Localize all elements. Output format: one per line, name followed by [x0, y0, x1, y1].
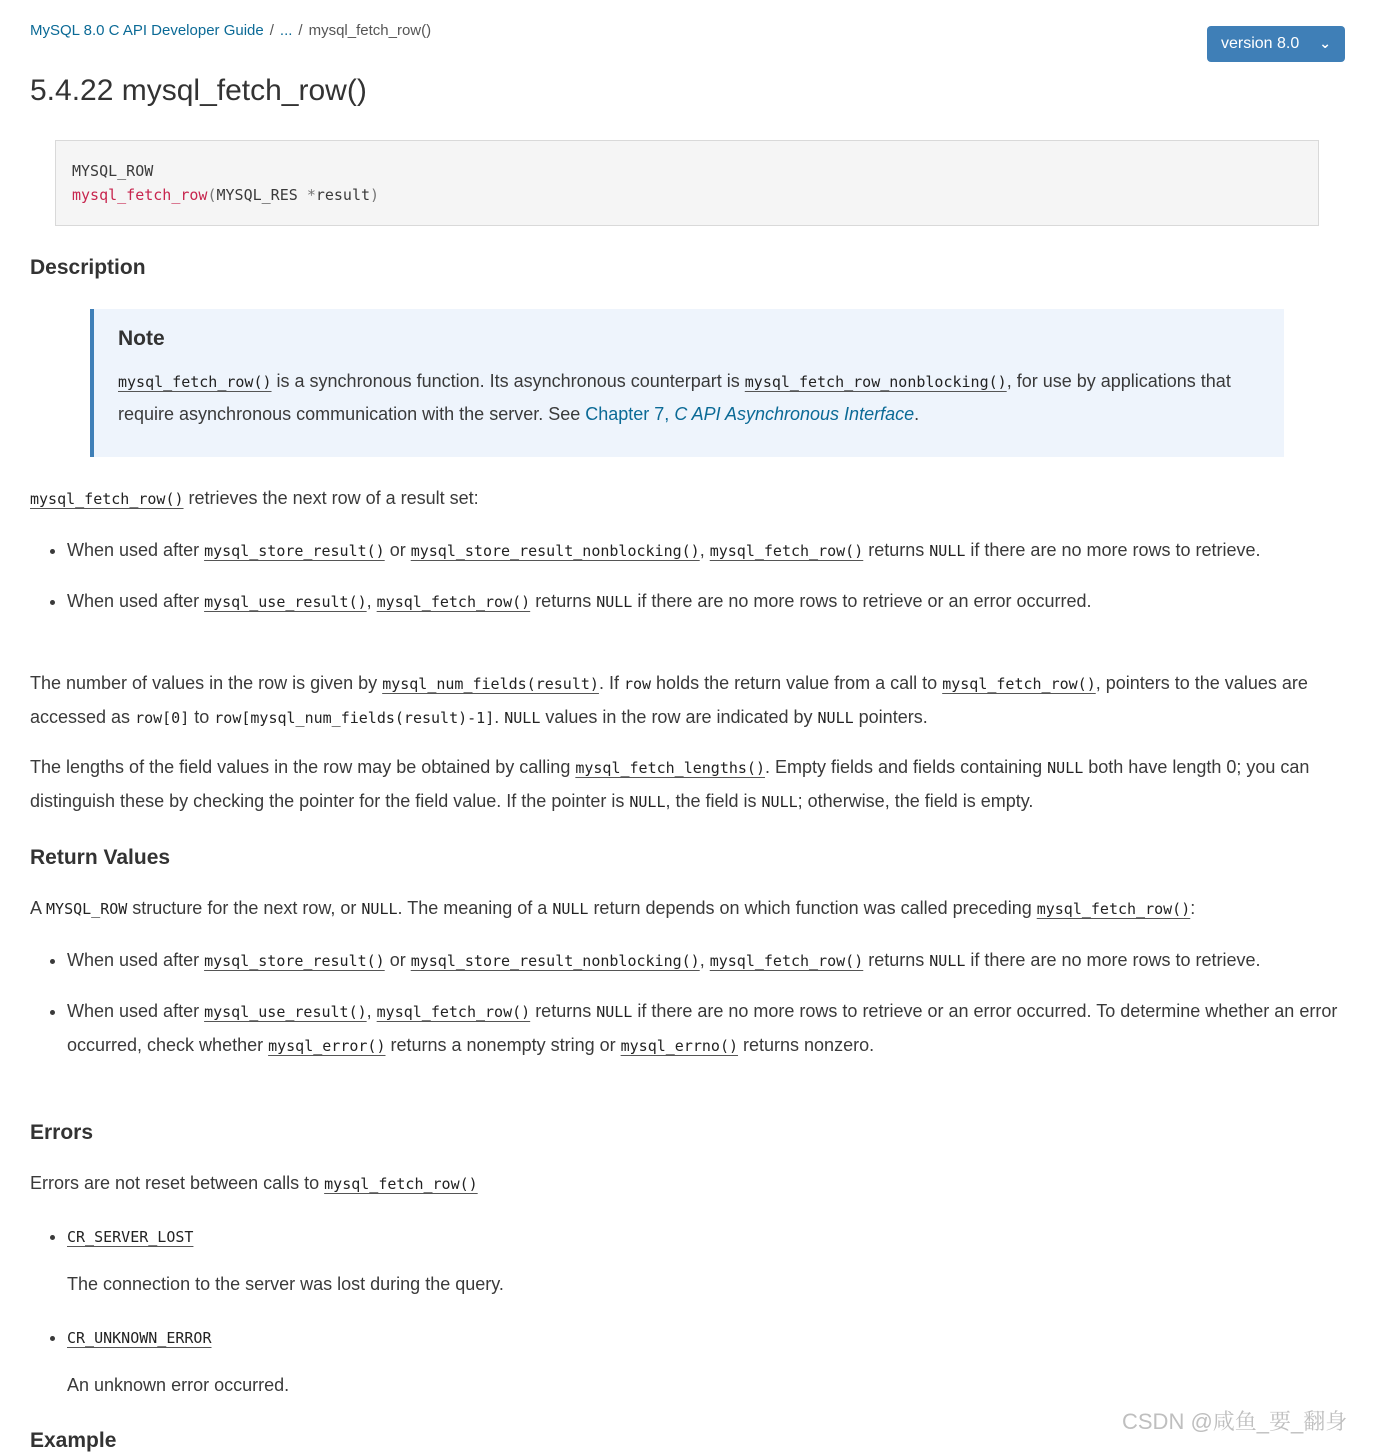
code-link[interactable]: mysql_num_fields(result)	[382, 675, 599, 693]
field-lengths-paragraph: The lengths of the field values in the row may be obtained by calling mysql_fetch_lengths(). Empty fields and fields containing NULL both have length 0; you can distinguish these by checking the pointer for the field value. If the pointer is NULL, the field is NULL; otherwise, the field is empty.	[30, 757, 1310, 811]
note-text: mysql_fetch_row() is a synchronous function. Its asynchronous counterpart is mysql_fetch_row_nonblocking(), for use by applications that require asynchronous communication with the server. See Chapter 7, C API Asynchronous Interface.	[118, 371, 1231, 424]
return-values-heading: Return Values	[30, 846, 171, 869]
breadcrumb-separator: /	[298, 22, 303, 39]
chevron-down-icon: ⌄	[1319, 35, 1331, 51]
list-item: • When used after mysql_use_result(), mysql_fetch_row() returns NULL if there are no more rows to retrieve or an error occurred. To determine whether an error occurred, check whether mysql_error() returns a nonempty string or mysql_errno() returns nonzero.	[67, 995, 1357, 1063]
error-code-link[interactable]: CR_SERVER_LOST	[67, 1228, 194, 1246]
code-link[interactable]: mysql_fetch_row_nonblocking()	[744, 373, 1007, 391]
return-values-bullet-list	[30, 944, 1357, 1063]
list-item	[67, 1321, 1357, 1355]
code-link[interactable]: mysql_error()	[268, 1037, 386, 1055]
code-link[interactable]: mysql_fetch_row()	[709, 542, 864, 560]
description-bullet-list	[30, 534, 1357, 619]
breadcrumb	[30, 22, 431, 39]
breadcrumb-ellipsis-link[interactable]: ...	[279, 22, 293, 39]
synopsis-param-type: MYSQL_RES	[216, 186, 307, 204]
code-link[interactable]: mysql_fetch_row()	[1036, 900, 1191, 918]
errors-paragraph: Errors are not reset between calls to mysql_fetch_row()	[30, 1173, 478, 1193]
synopsis-param-name: result	[315, 186, 371, 204]
breadcrumb-guide-link[interactable]: MySQL 8.0 C API Developer Guide	[30, 22, 264, 39]
synopsis-pointer: *	[306, 186, 316, 204]
description-paragraph: mysql_fetch_row() retrieves the next row of a result set:	[30, 488, 479, 508]
list-item: • When used after mysql_use_result(), mysql_fetch_row() returns NULL if there are no more rows to retrieve or an error occurred.	[67, 585, 1357, 619]
code-link[interactable]: mysql_store_result_nonblocking()	[410, 542, 700, 560]
return-values-paragraph: A MYSQL_ROW structure for the next row, or NULL. The meaning of a NULL return depends on which function was called preceding mysql_fetch_row():	[30, 898, 1196, 918]
synopsis-paren: (	[207, 186, 217, 204]
code-link[interactable]: mysql_use_result()	[204, 593, 367, 611]
code-link[interactable]: mysql_fetch_row()	[324, 1175, 478, 1193]
errors-heading: Errors	[30, 1121, 94, 1144]
synopsis-function-name: mysql_fetch_row	[72, 186, 208, 204]
version-select-button[interactable]	[1207, 26, 1345, 62]
description-heading: Description	[30, 256, 146, 279]
code-link[interactable]: mysql_fetch_row()	[942, 675, 1096, 693]
synopsis-code-block	[55, 140, 1319, 226]
code-link[interactable]: mysql_store_result()	[204, 952, 385, 970]
error-description: The connection to the server was lost during the query.	[67, 1274, 504, 1294]
errors-list	[30, 1321, 1357, 1355]
code-link[interactable]: mysql_fetch_row()	[118, 373, 272, 391]
version-label: version 8.0	[1221, 35, 1300, 52]
breadcrumb-current: mysql_fetch_row()	[308, 22, 432, 39]
list-item: • When used after mysql_store_result() or mysql_store_result_nonblocking(), mysql_fetch_row() returns NULL if there are no more rows to retrieve.	[67, 534, 1357, 568]
synopsis-signature	[72, 183, 1302, 207]
code-link[interactable]: mysql_fetch_row()	[376, 1003, 531, 1021]
chapter-link[interactable]: Chapter 7, C API Asynchronous Interface	[585, 404, 915, 424]
list-item	[67, 1220, 1357, 1254]
errors-list	[30, 1220, 1357, 1254]
code-link[interactable]: mysql_store_result_nonblocking()	[410, 952, 700, 970]
error-description: An unknown error occurred.	[67, 1375, 290, 1395]
list-item: • When used after mysql_store_result() or mysql_store_result_nonblocking(), mysql_fetch_row() returns NULL if there are no more rows to retrieve.	[67, 944, 1357, 978]
watermark: CSDN @咸鱼_要_翻身	[1122, 1409, 1348, 1434]
code-link[interactable]: mysql_fetch_row()	[709, 952, 864, 970]
note-box	[90, 309, 1284, 457]
error-code-link[interactable]: CR_UNKNOWN_ERROR	[67, 1329, 212, 1347]
code-link[interactable]: mysql_store_result()	[204, 542, 385, 560]
code-link[interactable]: mysql_fetch_row()	[376, 593, 531, 611]
code-link[interactable]: mysql_errno()	[620, 1037, 739, 1055]
code-link[interactable]: mysql_fetch_row()	[30, 490, 184, 508]
page-title: 5.4.22 mysql_fetch_row()	[30, 74, 367, 107]
row-values-paragraph: The number of values in the row is given by mysql_num_fields(result). If row holds the return value from a call to mysql_fetch_row(), pointers to the values are accessed as row[0] to row[mysql_num_fields(result)-1]. NULL values in the row are indicated by NULL pointers.	[30, 673, 1308, 727]
note-heading: Note	[118, 327, 165, 350]
synopsis-paren: )	[370, 186, 380, 204]
synopsis-return-type: MYSQL_ROW	[72, 162, 154, 180]
code-link[interactable]: mysql_fetch_lengths()	[575, 759, 765, 777]
code-link[interactable]: mysql_use_result()	[204, 1003, 367, 1021]
example-heading: Example	[30, 1429, 117, 1452]
breadcrumb-separator: /	[269, 22, 274, 39]
